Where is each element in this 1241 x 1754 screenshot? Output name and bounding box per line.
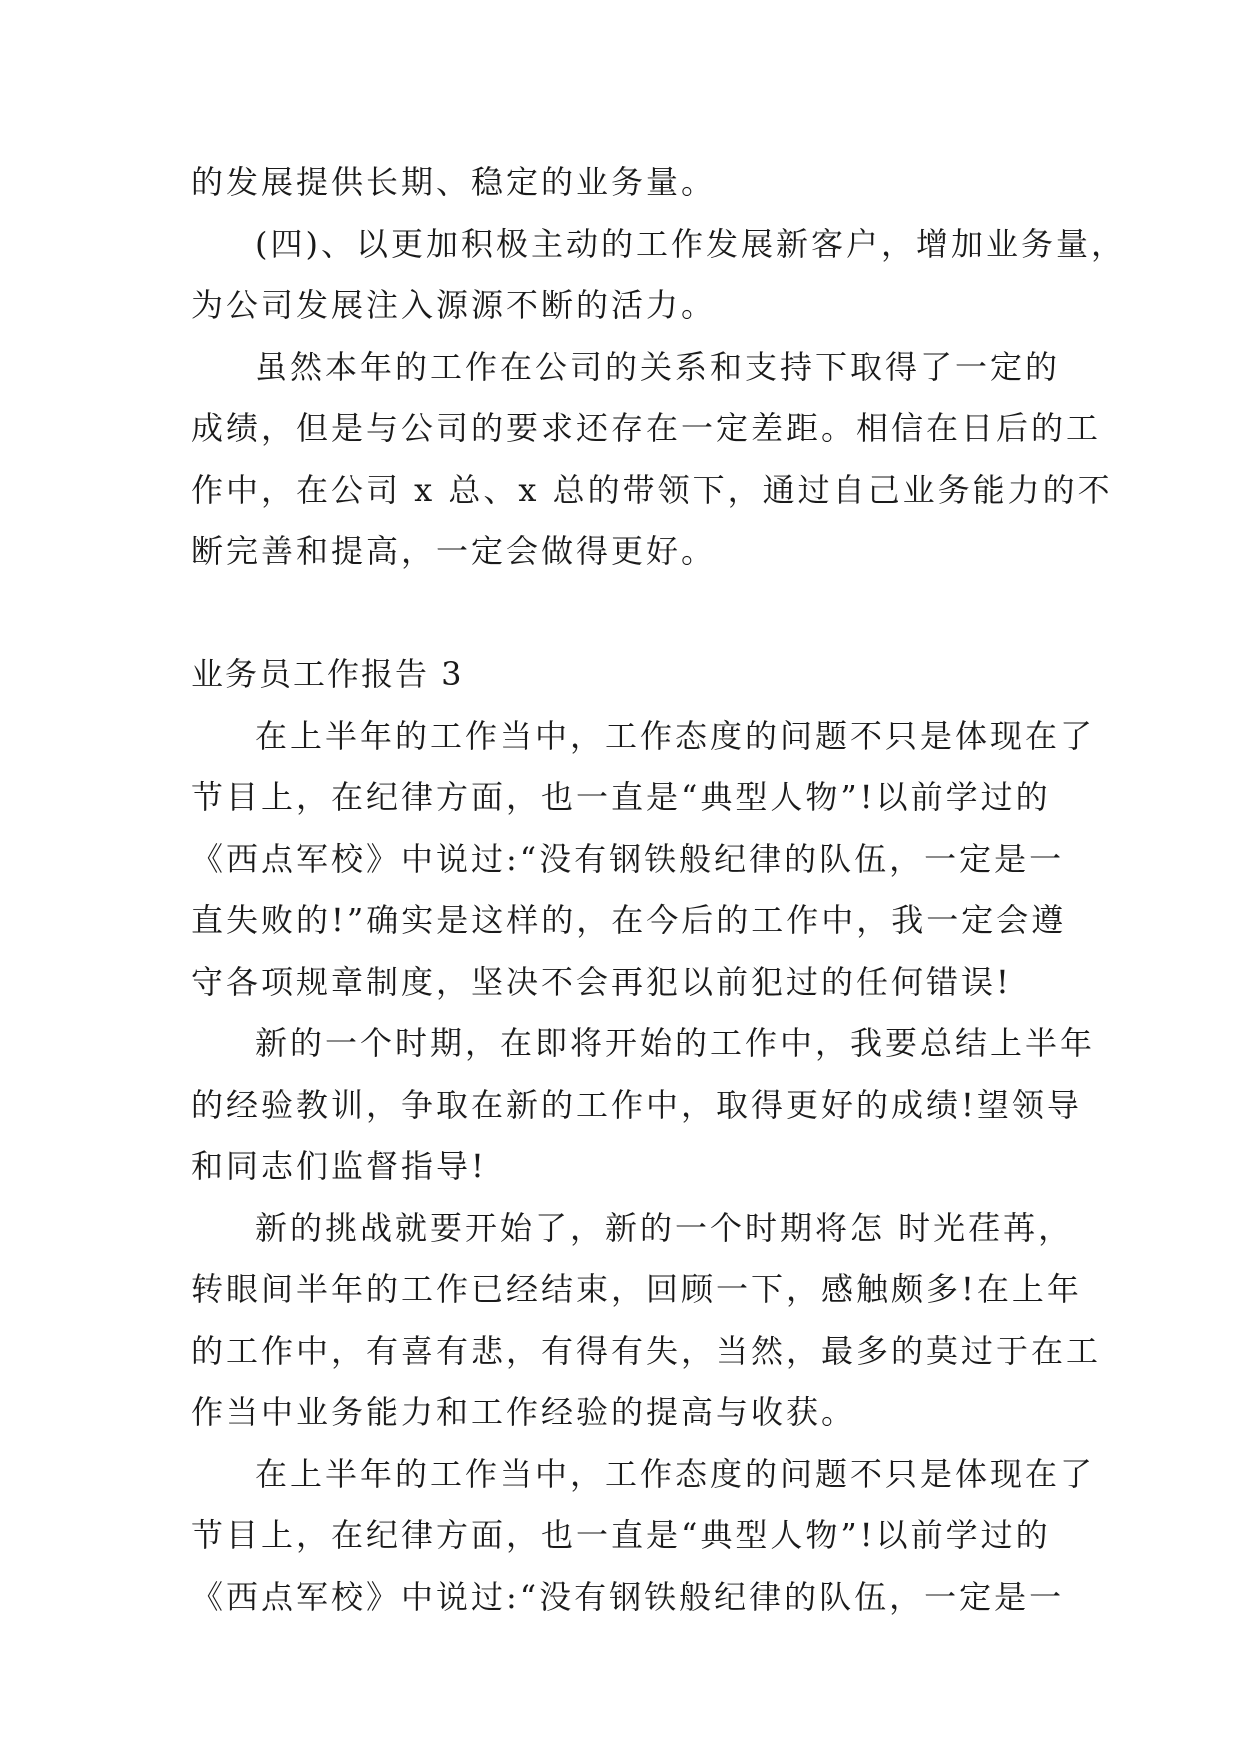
paragraph-line: 虽然本年的工作在公司的关系和支持下取得了一定的 — [255, 347, 1061, 386]
paragraph-line: 成绩，但是与公司的要求还存在一定差距。相信在日后的工 — [191, 409, 1102, 447]
paragraph-line: 新的挑战就要开始了，新的一个时期将怎 时光荏苒， — [255, 1208, 1074, 1247]
paragraph-line: 转眼间半年的工作已经结束，回顾一下，感触颇多!在上年 — [191, 1270, 1082, 1308]
paragraph-line: 守各项规章制度，坚决不会再犯以前犯过的任何错误! — [191, 962, 1012, 1001]
paragraph-line: 在上半年的工作当中，工作态度的问题不只是体现在了 — [255, 1454, 1096, 1493]
paragraph-line: 和同志们监督指导! — [191, 1147, 487, 1185]
paragraph-line: 在上半年的工作当中，工作态度的问题不只是体现在了 — [255, 716, 1096, 755]
paragraph-line: 为公司发展注入源源不断的活力。 — [191, 286, 717, 324]
paragraph-line: 的工作中，有喜有悲，有得有失，当然，最多的莫过于在工 — [191, 1331, 1102, 1370]
paragraph-line: 作中，在公司 x 总、x 总的带领下，通过自己业务能力的不 — [191, 470, 1113, 509]
document-body — [191, 152, 1126, 1628]
paragraph-line: 作当中业务能力和工作经验的提高与收获。 — [191, 1393, 857, 1431]
paragraph-line: 的经验教训，争取在新的工作中，取得更好的成绩!望领导 — [191, 1085, 1082, 1124]
paragraph-line: 节目上，在纪律方面，也一直是“典型人物”!以前学过的 — [191, 1516, 1051, 1554]
paragraph-line: 新的一个时期，在即将开始的工作中，我要总结上半年 — [255, 1024, 1096, 1062]
section-heading: 业务员工作报告 3 — [191, 655, 464, 693]
paragraph-line: 《西点军校》中说过:“没有钢铁般纪律的队伍，一定是一 — [191, 839, 1065, 878]
section-spacer — [191, 583, 1051, 645]
paragraph-line: 的发展提供长期、稳定的业务量。 — [191, 163, 717, 201]
paragraph-line: (四)、以更加积极主动的工作发展新客户，增加业务量， — [255, 224, 1126, 263]
paragraph-line: 断完善和提高，一定会做得更好。 — [191, 532, 717, 570]
paragraph-line: 节目上，在纪律方面，也一直是“典型人物”!以前学过的 — [191, 778, 1051, 816]
paragraph-line: 直失败的!”确实是这样的，在今后的工作中，我一定会遵 — [191, 901, 1067, 939]
paragraph-line: 《西点军校》中说过:“没有钢铁般纪律的队伍，一定是一 — [191, 1577, 1065, 1616]
